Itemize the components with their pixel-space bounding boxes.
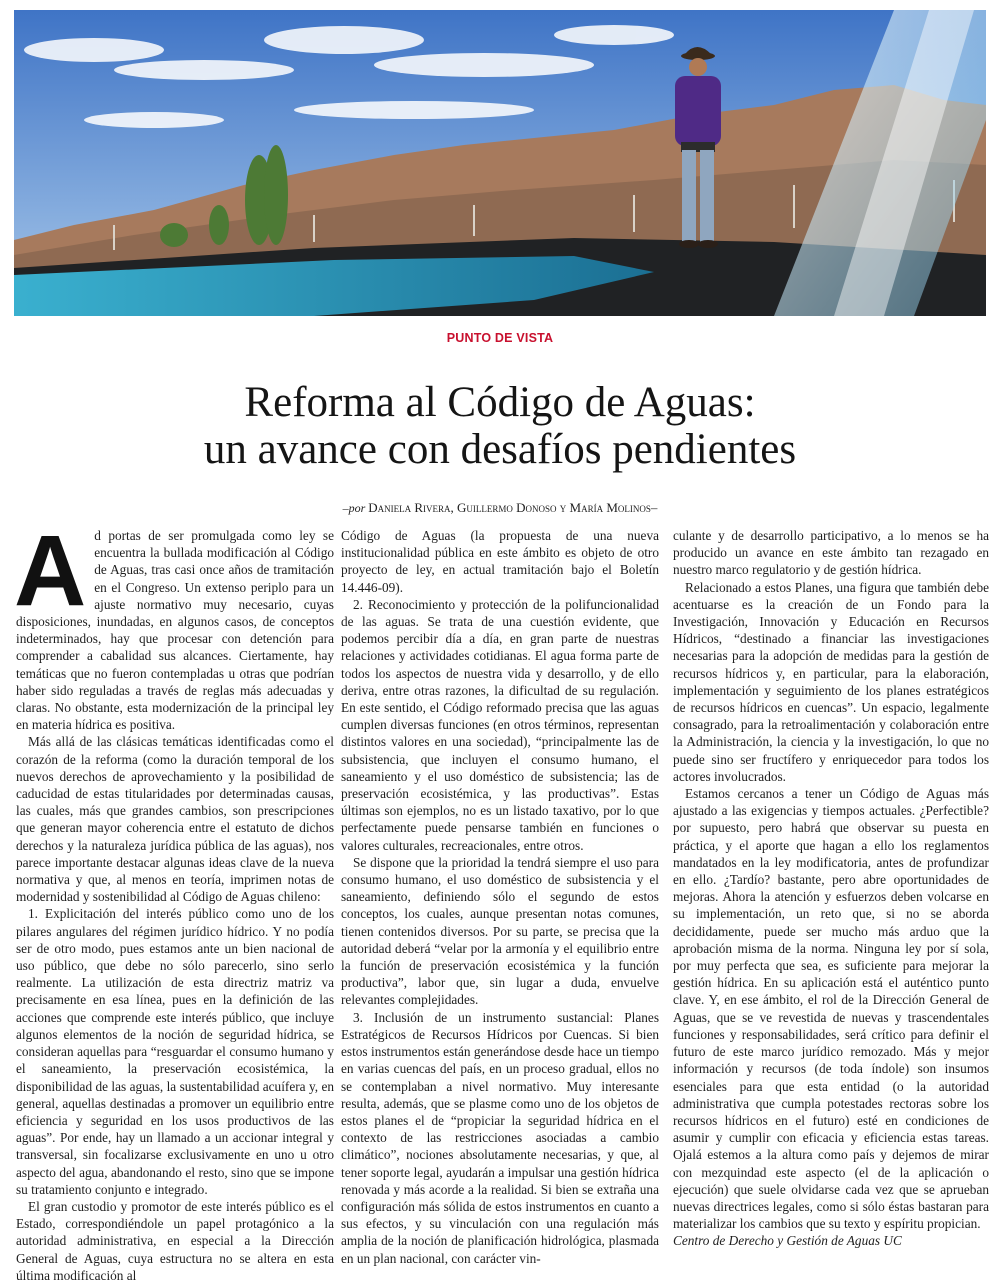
paragraph: Estamos cercanos a tener un Código de Aguas más ajustado a las exigencias y tiempos actuales. ¿Perfectible? por supuesto, pero habrá que observar su puesta en práctica, y el aporte que hagan a ello los reglamentos mandatados en la ley modificatoria, antes de profundizar en ello. ¿Tardío? bastante, pero abre oportunidades de mejoras. Ahora la atención y esfuerzos deben volcarse en su implementación, un reto que, si no se aborda decididamente, puede ser mucho más arduo que la aprobación misma de la norma. Ninguna ley por sí sola, por muy perfecta que sea, es suficiente para mejorar la gestión hídrica. En su aplicación está el auténtico punto clave. Y, en ese ámbito, el rol de la Dirección General de Aguas, que se ve revestida de nuevas y trascendentales funciones y responsabilidades, será crítico para definir el futuro de este marco jurídico remozado. Más y mejor información y recursos (de toda índole) son insumos esenciales para que esta entidad (o la autoridad administrativa que cumpla potestades rectoras sobre los recursos hídricos en el futuro) esté en condiciones de asumir y cumplir con eficacia y eficiencia estas tareas. Ojalá estemos a la altura como país y dejemos de mirar con mezquindad este aspecto (el de la aplicación o ejecución) que suele olvidarse cada vez que se aprueban nuevas directrices legales, como si sólo éstas bastaran para materializar los cambios que su texto y espíritu propician. — [673, 786, 989, 1232]
paragraph: Se dispone que la prioridad la tendrá siempre el uso para consumo humano, el uso doméstico de subsistencia y el saneamiento, definiendo sólo el segundo de estos conceptos, los cuales, aunque presentan notas comunes, tienen contenidos diversos. Por su parte, se precisa que la autoridad deberá “velar por la armonía y el equilibrio entre la función de preservación ecosistémica y la función productiva”, labor que, sin lugar a duda, envuelve relevantes complejidades. — [341, 854, 659, 1008]
author-affiliation: Centro de Derecho y Gestión de Aguas UC — [673, 1233, 902, 1249]
paragraph: 1. Explicitación del interés público como uno de los pilares angulares del régimen jurídico hídrico. Y no podía ser de otro modo, pues estamos ante un bien nacional de uso público, que debe no sólo parecerlo, sino serlo realmente. La utilización de esta directriz matriz va precisamente en esa línea, pues en la definición de las acciones que comprende este interés público, que incluye algunos elementos de la noción de seguridad hídrica, se consideran aquellas para “resguardar el consumo humano y el saneamiento, la preservación ecosistémica, la disponibilidad de las aguas, la sustentabilidad acuífera y, en general, aquellas destinadas a promover un equilibrio entre eficiencia y seguridad en los usos productivos de las aguas”. Por ende, hay un llamado a un accionar integral y transversal, sin focalizarse exclusivamente en uno u otro aspecto del agua, abandonando el resto, sino que se impone su tratamiento conjunto e integrado. — [16, 906, 334, 1197]
paragraph: Código de Aguas (la propuesta de una nueva institucionalidad pública en este ámbito es objeto de otro proyecto de ley, en actual tramitación bajo el Boletín 14.446-09). — [341, 528, 659, 595]
byline-authors: Daniela Rivera, Guillermo Donoso y María Molinos– — [368, 500, 658, 515]
title-line-2: un avance con desafíos pendientes — [203, 426, 797, 473]
paragraph: 2. Reconocimiento y protección de la polifuncionalidad de las aguas. Se trata de una cuestión evidente, que podemos percibir día a día, en gran parte de nuestras relaciones y actividades cotidianas. El agua forma parte de todos los aspectos de nuestra vida y desarrollo, y de ello deriva, entre otras razones, la dificultad de su regulación. En este sentido, el Código reformado precisa que las aguas cumplen diversas funciones (en otros términos, representan distintos valores en una sociedad), “principalmente las de subsistencia, que incluyen el consumo humano, el saneamiento y el uso doméstico de subsistencia; las de preservación ecosistémica, y las productivas”. Estas últimas son ejemplos, no es un listado taxativo, por lo que perfectamente puede pensarse también en funciones o valores culturales, recreacionales, entre otros. — [341, 596, 659, 853]
article-title — [0, 379, 1000, 473]
byline — [0, 500, 1000, 516]
article-column-1 — [14, 515, 334, 1284]
paragraph: Más allá de las clásicas temáticas identificadas como el corazón de la reforma (como la duración temporal de los nuevos derechos de aprovechamiento y la posibilidad de caducidad de estas titularidades por determinadas causas, las cuales, más que grandes cambios, son prescripciones que generan mayor coherencia entre el estatuto de dichos derechos y la naturaleza jurídica pública de las aguas), nos parece importante destacar algunas ideas clave de la nueva normativa y que, al menos en teoría, imprimen notas de modernidad y sostenibilidad al Código de Aguas chileno: — [16, 734, 334, 905]
paragraph: El gran custodio y promotor de este interés público es el Estado, correspondiéndole un papel protagónico a la autoridad administrativa, en especial a la Dirección General de Aguas, cuya estructura no se altera en esta última modificación al — [16, 1198, 334, 1283]
paragraph: 3. Inclusión de un instrumento sustancial: Planes Estratégicos de Recursos Hídricos por Cuencas. Si bien estos instrumentos están generándose desde hace un tiempo en varias cuencas del país, en un proceso gradual, ellos no se contemplaban a nivel normativo. Muy interesante resulta, además, que se plasme como uno de los objetos de estos planes el de “propiciar la seguridad hídrica en el contexto de las restricciones asociadas a cambio climático”, nociones absolutamente necesarias, y que, al tener soporte legal, ayudarán a impulsar una gestión hídrica renovada y más acorde a la realidad. Si bien se extraña una configuración más sólida de estos instrumentos en cuanto a sus efectos, y su vinculación con una regulación más amplia de la noción de planificación hidrológica, plasmada en un plan nacional, con carácter vin- — [341, 1009, 659, 1266]
paragraph: Relacionado a estos Planes, una figura que también debe acentuarse es la creación de un Fondo para la Investigación, Innovación y Educación en Recursos Hídricos, “destinado a financiar las investigaciones necesarias para la adopción de medidas para la gestión de recursos hídricos y, en particular, para la elaboración, implementación y seguimiento de los planes estratégicos de recursos hídricos en cuencas”. Un espacio, legalmente consagrado, para la retroalimentación y colaboración entre la Administración, la ciencia y la investigación, lo que no puede sino ser fructífero y enriquecedor para todos los actores involucrados. — [673, 579, 989, 784]
title-line-1: Reforma al Código de Aguas: — [244, 379, 756, 426]
section-label: PUNTO DE VISTA — [446, 331, 554, 345]
drop-cap: A — [14, 515, 87, 627]
paragraph: d portas de ser promulgada como ley se encuentra la bullada modificación al Código de Aguas, tras casi once años de tramitación en el Congreso. Un extenso periplo para un ajuste normativo muy necesario, cuyas disposiciones, inundadas, en algunos casos, de conceptos indeterminados, hay que procesar con detención para comprender a cabalidad sus alcances. Ciertamente, hay temáticas que no fueron contempladas u otras que podrían haber sido reguladas a través de reglas más adecuadas y claras. No obstante, esta modernización de la principal ley en materia hídrica es positiva. — [16, 528, 334, 733]
article-column-3 — [673, 527, 989, 1250]
article-column-2 — [341, 527, 659, 1267]
byline-prefix: –por — [342, 501, 366, 515]
paragraph: culante y de desarrollo participativo, a lo menos se ha producido un avance en este ámbito tan rezagado en nuestro marco regulatorio y de gestión hídrica. — [673, 528, 989, 578]
header-photo — [14, 10, 986, 316]
photo-farmer-reservoir — [14, 10, 986, 316]
